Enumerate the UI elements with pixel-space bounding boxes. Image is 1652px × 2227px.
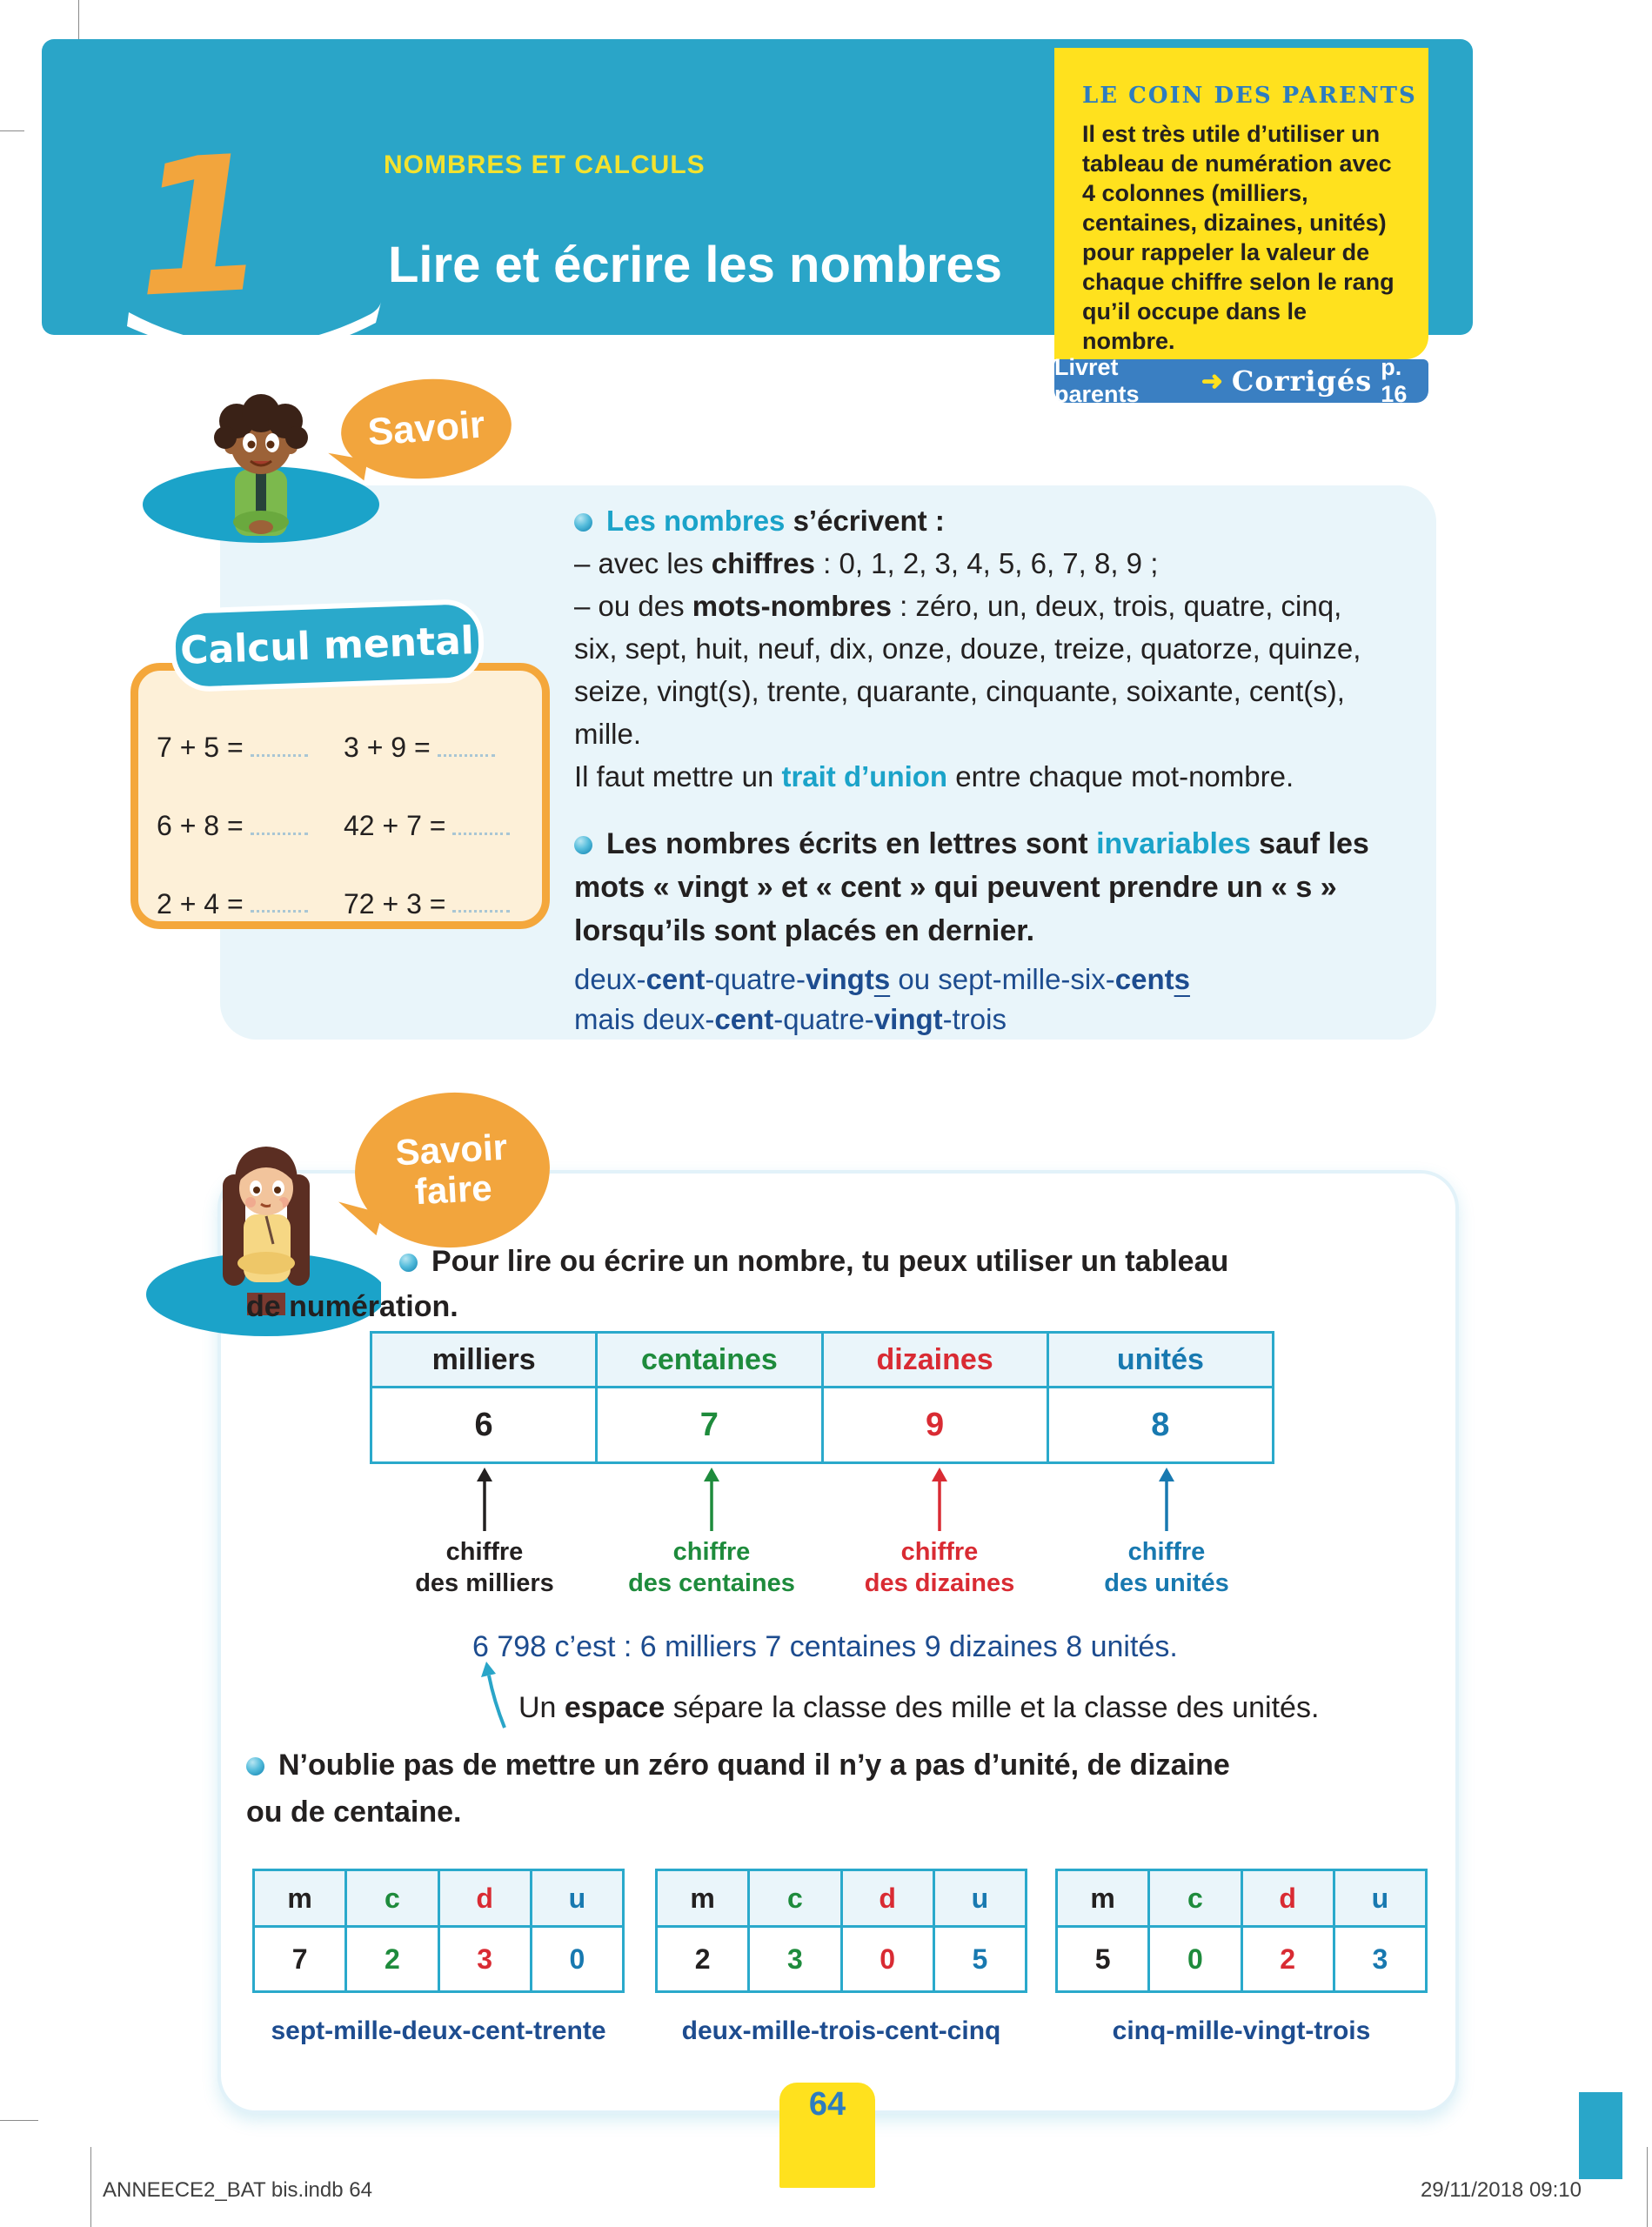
mini-value: 5 (1058, 1928, 1147, 1990)
livret-parents-label: Livret parents (1054, 354, 1140, 407)
mini-header: u (935, 1871, 1025, 1925)
arrow-label-centaines: chiffre des centaines (628, 1538, 795, 1597)
chapter-edge-tab (1579, 2092, 1622, 2179)
numeration-table (370, 1331, 1274, 1464)
mini-table-2 (655, 1869, 1027, 1993)
print-file-info: ANNEECE2_BAT bis.indb 64 (103, 2178, 372, 2202)
savoir-faire-intro: Pour lire ou écrire un nombre, tu peux utiliser un tableau de numération. (246, 1245, 1229, 1323)
table-value-dizaines: 9 (824, 1388, 1047, 1461)
arrow-right-icon: ➜ (1201, 366, 1223, 396)
answer-blank[interactable] (251, 886, 308, 913)
crop-mark-bottom-right-v (1647, 2147, 1648, 2227)
calcul-mental-title: Calcul mental (169, 599, 485, 693)
mini-value: 3 (440, 1928, 530, 1990)
mini-header: m (255, 1871, 344, 1925)
mini-header: m (658, 1871, 747, 1925)
answer-blank[interactable] (452, 807, 510, 835)
mini-value: 0 (843, 1928, 933, 1990)
mini-table-3-label: cinq-mille-vingt-trois (1112, 2016, 1371, 2045)
mini-value: 2 (1243, 1928, 1333, 1990)
arrow-label-milliers: chiffre des milliers (415, 1538, 554, 1597)
parents-box-body: Il est très utile d’utiliser un tableau de numération avec 4 colonnes (milliers, centaines, dizaines, unités) pour rappeler la valeur de chaque chiffre selon le rang qu’il occupe dans le nombre. (1082, 121, 1395, 354)
answer-blank[interactable] (438, 729, 495, 757)
decomposition-line: 6 798 c’est : 6 milliers 7 centaines 9 dizaines 8 unités. (472, 1630, 1178, 1663)
up-arrow-icon (1155, 1467, 1178, 1533)
mini-header: u (1335, 1871, 1425, 1925)
problem: 2 + 4 = (157, 886, 344, 920)
answer-blank[interactable] (452, 886, 510, 913)
page-title: Lire et écrire les nombres (388, 237, 1002, 293)
mini-header: c (1150, 1871, 1240, 1925)
swoosh-underline-icon (118, 300, 392, 370)
savoir-bubble-label: Savoir (366, 403, 486, 454)
table-header-unites: unités (1049, 1334, 1272, 1386)
mini-header: d (1243, 1871, 1333, 1925)
savoir-faire-bubble-line2: faire (413, 1167, 493, 1213)
mini-header: c (750, 1871, 839, 1925)
mini-header: d (440, 1871, 530, 1925)
mini-table-1-label: sept-mille-deux-cent-trente (271, 2016, 606, 2045)
chapter-category: NOMBRES ET CALCULS (384, 150, 706, 179)
mini-value: 7 (255, 1928, 344, 1990)
problem: 6 + 8 = (157, 807, 344, 842)
table-header-dizaines: dizaines (824, 1334, 1047, 1386)
problem: 7 + 5 = (157, 729, 344, 764)
mini-value: 5 (935, 1928, 1025, 1990)
livret-parents-bar (1054, 354, 1428, 407)
mini-header: d (843, 1871, 933, 1925)
page-number-tab (779, 2083, 875, 2188)
mini-value: 0 (532, 1928, 622, 1990)
corriges-page-ref: p. 16 (1381, 354, 1408, 407)
table-value-milliers: 6 (372, 1388, 595, 1461)
savoir-content (574, 499, 1444, 1040)
savoir-faire-bubble-line1: Savoir (394, 1126, 509, 1174)
mini-value: 2 (658, 1928, 747, 1990)
parents-box-title: LE COIN DES PARENTS (1082, 83, 1417, 109)
mini-value: 2 (347, 1928, 437, 1990)
problem: 72 + 3 = (344, 886, 541, 920)
table-header-milliers: milliers (372, 1334, 595, 1386)
space-pointer-arrow-icon (475, 1660, 513, 1731)
parents-box (1054, 48, 1428, 359)
chapter-number: 1 (130, 114, 272, 339)
mini-header: m (1058, 1871, 1147, 1925)
mini-table-3 (1055, 1869, 1428, 1993)
crop-mark-bottom-left-h (0, 2120, 38, 2121)
savoir-examples: deux-cent-quatre-vingts ou sept-mille-six-cents mais deux-cent-quatre-vingt-trois (574, 963, 1190, 1035)
crop-mark-bottom-left-v (90, 2147, 91, 2227)
mini-header: u (532, 1871, 622, 1925)
up-arrow-icon (700, 1467, 723, 1533)
up-arrow-icon (473, 1467, 496, 1533)
zero-rule-paragraph: N’oublie pas de mettre un zéro quand il n’y a pas d’unité, de dizaine ou de centaine. (246, 1749, 1230, 1829)
answer-blank[interactable] (251, 729, 308, 757)
mini-value: 0 (1150, 1928, 1240, 1990)
up-arrow-icon (928, 1467, 951, 1533)
mini-table-2-label: deux-mille-trois-cent-cinq (681, 2016, 1001, 2045)
mini-table-1 (252, 1869, 625, 1993)
corriges-label: Corrigés (1231, 364, 1373, 398)
mini-value: 3 (750, 1928, 839, 1990)
problem: 3 + 9 = (344, 729, 541, 764)
table-value-unites: 8 (1049, 1388, 1272, 1461)
table-value-centaines: 7 (598, 1388, 820, 1461)
problem: 42 + 7 = (344, 807, 541, 842)
savoir-paragraph-2: Les nombres écrits en lettres sont invariables sauf les mots « vingt » et « cent » qui peuvent prendre un « s » lorsqu’ils sont placés en dernier. (574, 827, 1369, 947)
answer-blank[interactable] (251, 807, 308, 835)
mini-value: 3 (1335, 1928, 1425, 1990)
arrow-label-unites: chiffre des unités (1104, 1538, 1229, 1597)
print-timestamp: 29/11/2018 09:10 (1420, 2178, 1582, 2202)
arrow-label-dizaines: chiffre des dizaines (864, 1538, 1015, 1597)
table-header-centaines: centaines (598, 1334, 820, 1386)
espace-note: Un espace sépare la classe des mille et la classe des unités. (518, 1691, 1320, 1724)
calcul-mental-problems (130, 713, 550, 920)
crop-mark-top-left-h (0, 130, 24, 131)
savoir-paragraph-1: Les nombres s’écrivent : – avec les chiffres : 0, 1, 2, 3, 4, 5, 6, 7, 8, 9 ; – ou des mots-nombres : zéro, un, deux, trois, quatre, cinq, six, sept, huit, neuf, dix, onze, douze, treize, quatorze, quinze, seize, vingt(s), trente, quarante, cinquante, soixante, cent(s), mille. Il faut mettre un trait d’union entre chaque mot-nombre. (574, 505, 1361, 792)
page-number: 64 (808, 2086, 846, 2123)
mini-header: c (347, 1871, 437, 1925)
